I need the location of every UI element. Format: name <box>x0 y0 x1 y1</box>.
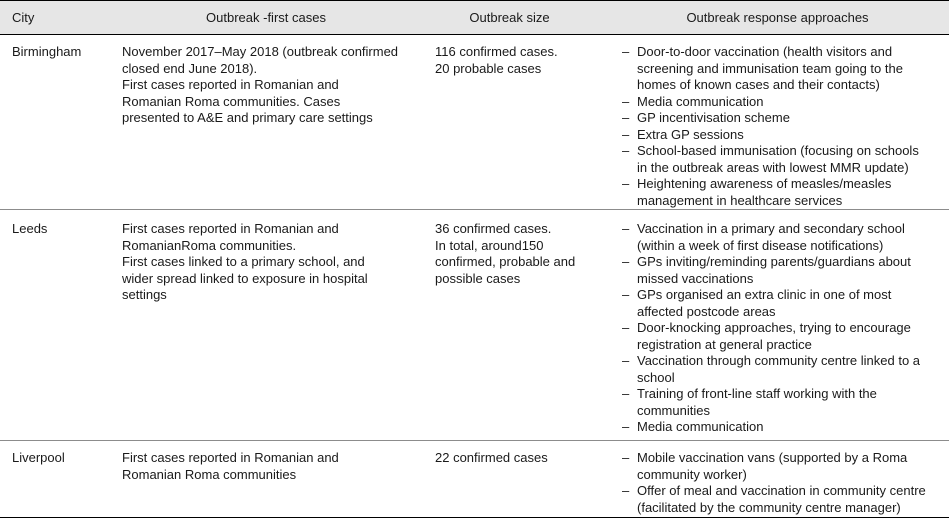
response-line: Mobile vaccination vans (supported by a Roma <box>637 450 908 465</box>
response-line: Heightening awareness of measles/measles <box>637 176 892 191</box>
response-line: screening and immunisation team going to the <box>637 60 903 76</box>
response-line: GPs inviting/reminding parents/guardians about <box>637 254 911 269</box>
response-item <box>612 143 942 176</box>
response-cell <box>612 450 942 516</box>
response-line: GP incentivisation scheme <box>637 110 790 125</box>
response-line: school <box>637 369 675 385</box>
response-line: homes of known cases and their contacts) <box>637 77 880 92</box>
response-line: Media communication <box>637 419 764 434</box>
first-cases-line: First cases reported in Romanian and <box>122 77 339 92</box>
response-item <box>612 450 942 483</box>
outbreak-size-line: In total, around150 <box>435 237 544 253</box>
header-size: Outbreak size <box>469 10 550 25</box>
table-bottom-rule <box>0 517 949 518</box>
response-item <box>612 94 942 111</box>
city-cell: Leeds <box>12 221 48 236</box>
response-item <box>612 127 942 144</box>
first-cases-line: First cases reported in Romanian and <box>122 221 339 236</box>
outbreak-size-line: 116 confirmed cases. <box>435 44 558 59</box>
response-line: missed vaccinations <box>637 270 754 286</box>
response-line: Vaccination in a primary and secondary school <box>637 221 905 236</box>
first-cases-line: November 2017–May 2018 (outbreak confirmed <box>122 44 399 59</box>
response-item <box>612 419 942 436</box>
city-cell: Birmingham <box>12 44 82 59</box>
first-cases-line: Romanian Roma communities <box>122 466 297 482</box>
response-item <box>612 110 942 127</box>
response-item <box>612 320 942 353</box>
dash-bullet: – <box>622 110 630 125</box>
response-cell <box>612 44 942 209</box>
response-line: affected postcode areas <box>637 303 776 319</box>
response-item <box>612 221 942 254</box>
dash-bullet: – <box>622 93 630 109</box>
header-first-cases: Outbreak -first cases <box>206 10 326 25</box>
dash-bullet: – <box>622 143 630 158</box>
response-line: Extra GP sessions <box>637 126 744 142</box>
response-item <box>612 176 942 209</box>
response-line: communities <box>637 402 710 418</box>
response-item <box>612 254 942 287</box>
dash-bullet: – <box>622 126 630 142</box>
city-cell: Liverpool <box>12 450 65 465</box>
response-line: (facilitated by the community centre manager) <box>637 499 901 515</box>
response-line: Media communication <box>637 93 764 109</box>
response-line: Offer of meal and vaccination in community centre <box>637 483 926 498</box>
header-city: City <box>12 10 35 25</box>
first-cases-line: First cases linked to a primary school, and <box>122 254 365 269</box>
response-line: Door-to-door vaccination (health visitors and <box>637 44 893 59</box>
table-header <box>0 0 949 35</box>
response-line: Door-knocking approaches, trying to encourage <box>637 320 911 335</box>
dash-bullet: – <box>622 320 630 335</box>
dash-bullet: – <box>622 254 630 269</box>
outbreak-size-cell <box>435 221 605 287</box>
first-cases-line: First cases reported in Romanian and <box>122 450 339 465</box>
dash-bullet: – <box>622 353 630 368</box>
dash-bullet: – <box>622 176 630 191</box>
response-line: GPs organised an extra clinic in one of most <box>637 287 892 302</box>
response-line: Vaccination through community centre linked to a <box>637 353 921 368</box>
response-cell <box>612 221 942 436</box>
row-divider <box>0 440 949 441</box>
first-cases-line: presented to A&E and primary care settings <box>122 110 373 125</box>
response-line: in the outbreak areas with lowest MMR update) <box>637 159 909 175</box>
outbreak-size-cell <box>435 450 605 467</box>
outbreak-size-line: confirmed, probable and <box>435 254 576 269</box>
response-line: community worker) <box>637 466 747 482</box>
first-cases-line: wider spread linked to exposure in hospital <box>122 270 368 286</box>
response-item <box>612 287 942 320</box>
dash-bullet: – <box>622 386 630 401</box>
response-line: registration at general practice <box>637 336 812 352</box>
outbreak-size-line: possible cases <box>435 270 521 286</box>
response-line: (within a week of first disease notifications) <box>637 237 884 253</box>
first-cases-line: settings <box>122 287 167 302</box>
first-cases-cell <box>122 221 412 304</box>
first-cases-cell <box>122 450 412 483</box>
response-item <box>612 44 942 94</box>
response-item <box>612 483 942 516</box>
first-cases-line: RomanianRoma communities. <box>122 237 297 253</box>
first-cases-line: Romanian Roma communities. Cases <box>122 93 341 109</box>
outbreak-size-cell <box>435 44 605 77</box>
response-item <box>612 386 942 419</box>
dash-bullet: – <box>622 287 630 302</box>
outbreak-size-line: 36 confirmed cases. <box>435 221 552 236</box>
first-cases-cell <box>122 44 412 127</box>
first-cases-line: closed end June 2018). <box>122 60 258 76</box>
response-line: Training of front-line staff working with the <box>637 386 877 401</box>
dash-bullet: – <box>622 419 630 434</box>
response-item <box>612 353 942 386</box>
dash-bullet: – <box>622 221 630 236</box>
dash-bullet: – <box>622 450 630 465</box>
row-divider <box>0 209 949 210</box>
header-response: Outbreak response approaches <box>686 10 869 25</box>
dash-bullet: – <box>622 483 630 498</box>
outbreak-size-line: 22 confirmed cases <box>435 450 548 465</box>
response-line: management in healthcare services <box>637 192 843 208</box>
outbreak-size-line: 20 probable cases <box>435 60 542 76</box>
dash-bullet: – <box>622 44 630 59</box>
response-line: School-based immunisation (focusing on schools <box>637 143 919 158</box>
